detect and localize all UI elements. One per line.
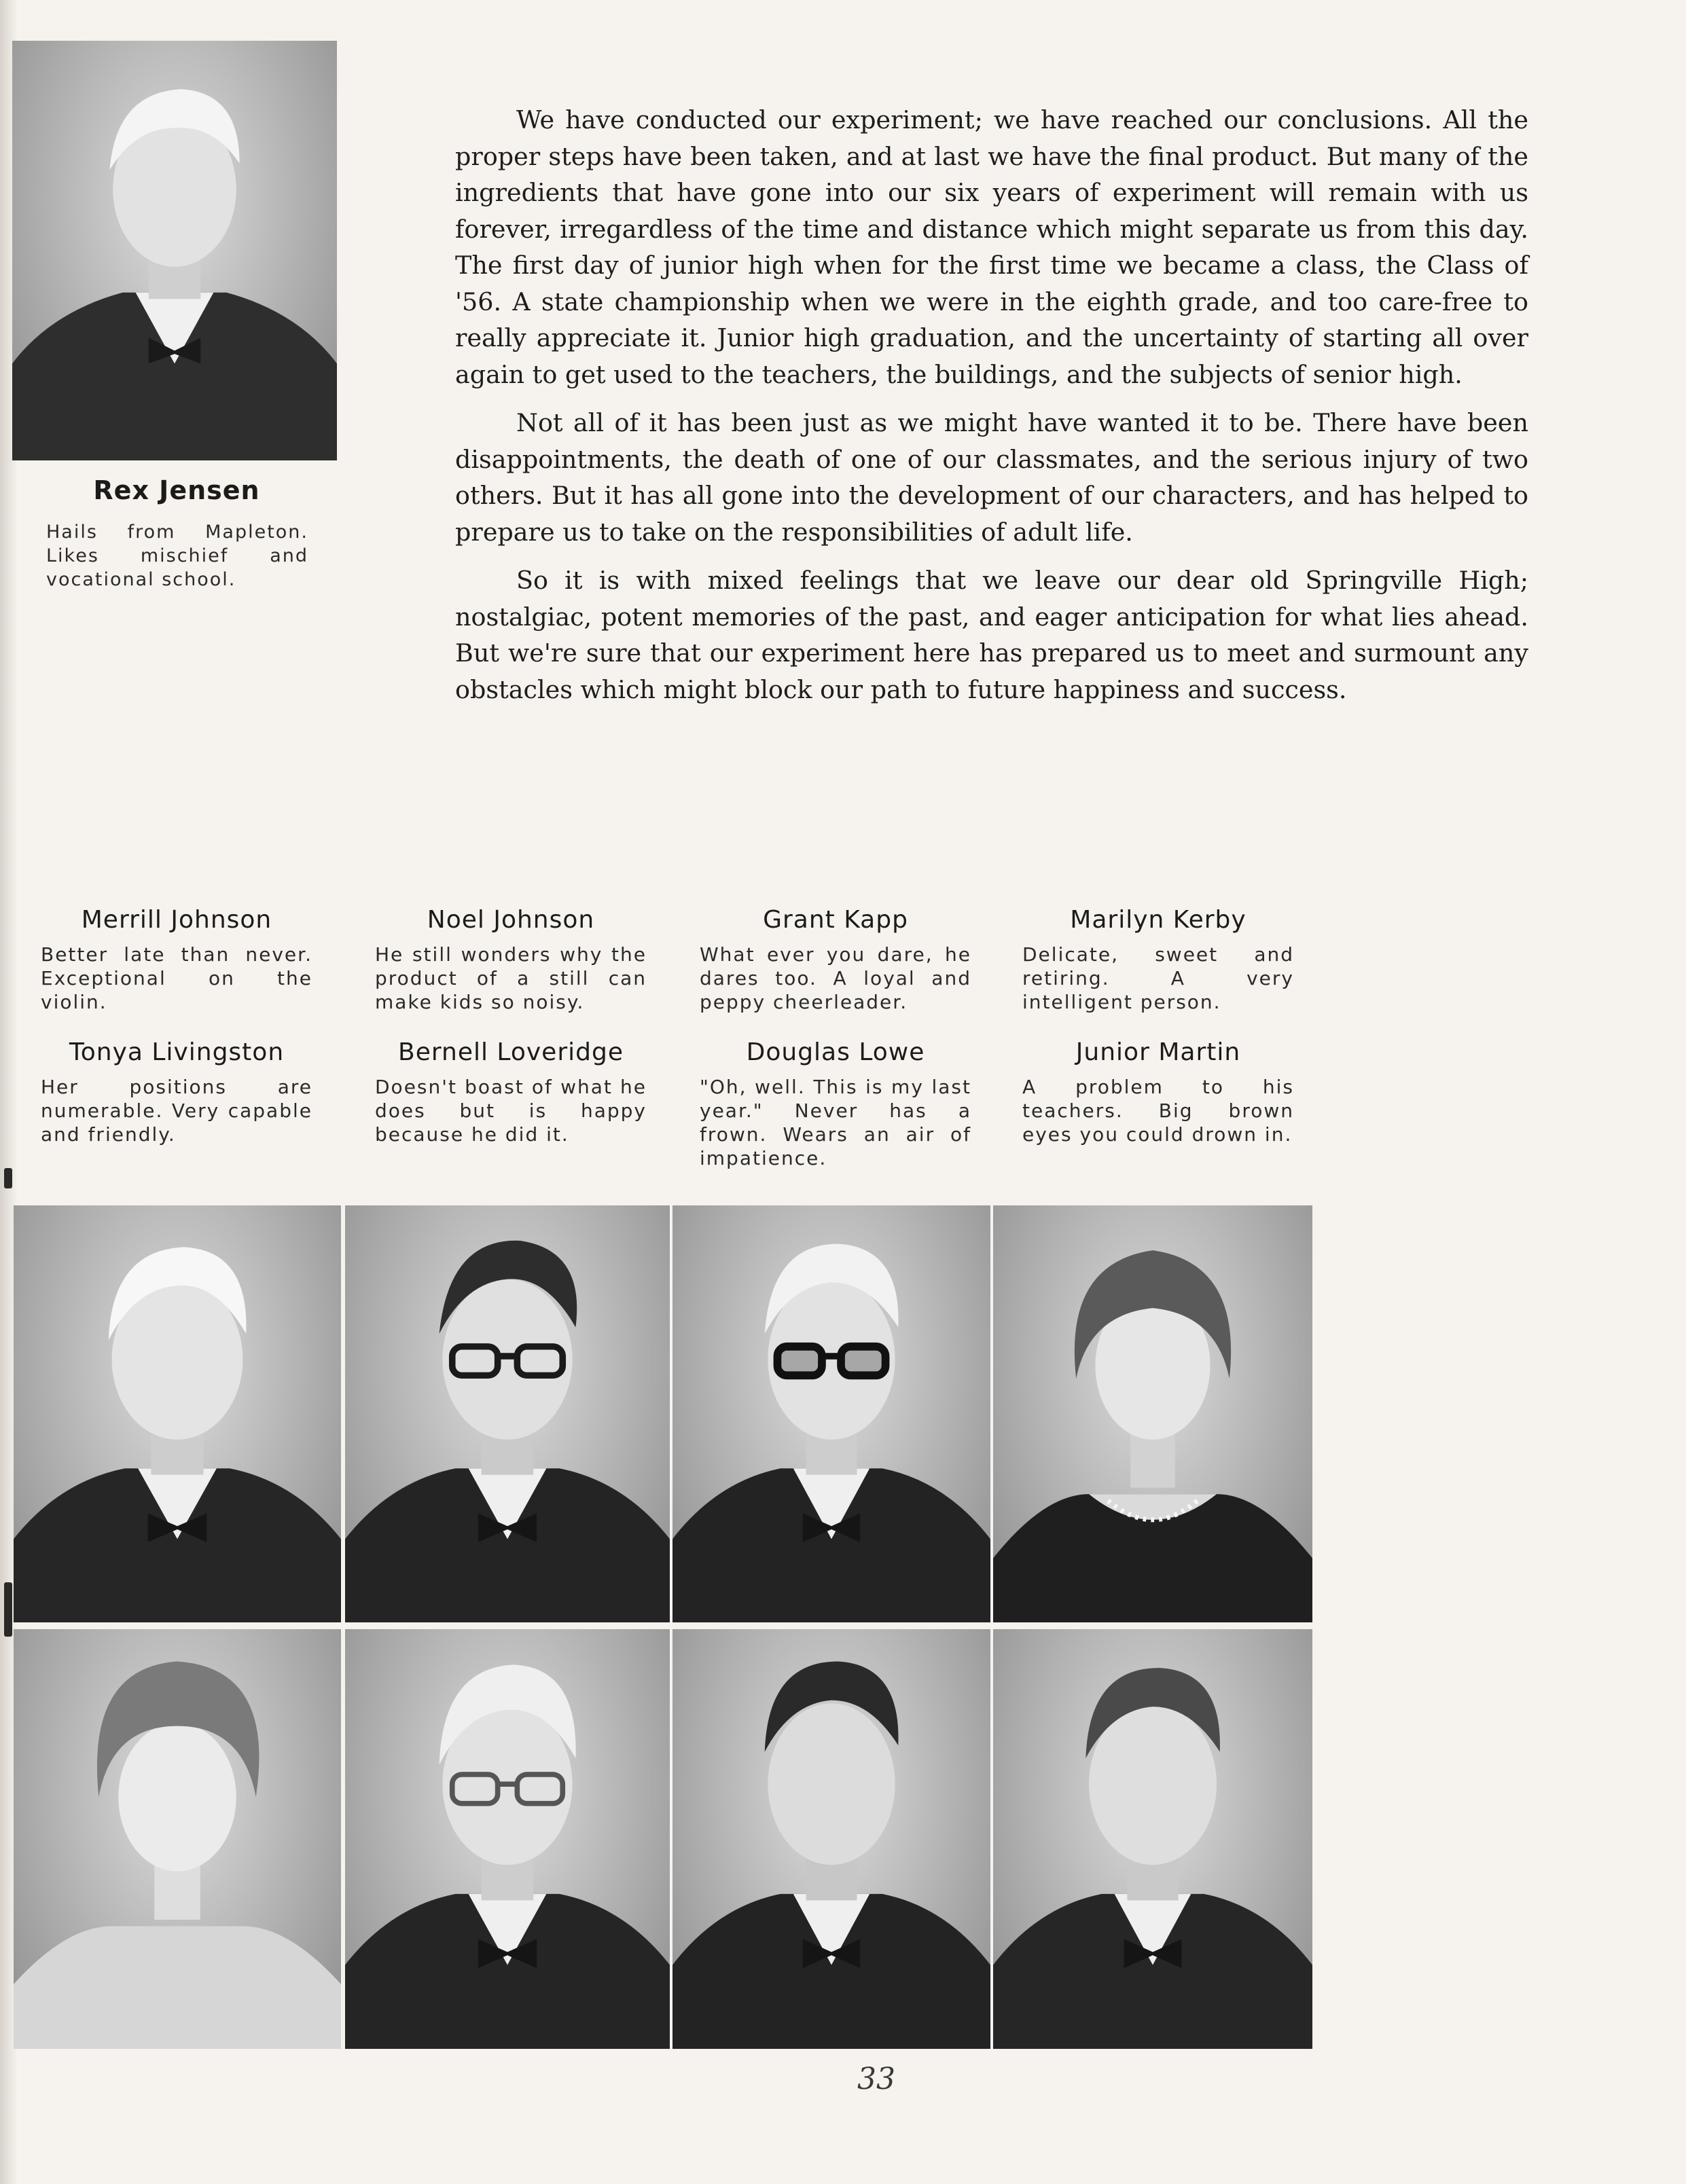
student-caption bbox=[41, 903, 312, 1014]
student-description: What ever you dare, he dares too. A loyal and peppy cheerleader. bbox=[700, 943, 971, 1013]
portrait-tonya-livingston bbox=[14, 1629, 341, 2049]
student-caption bbox=[375, 1036, 647, 1146]
portrait-silhouette bbox=[12, 41, 337, 460]
student-name: Marilyn Kerby bbox=[1070, 906, 1246, 934]
student-name: Bernell Loveridge bbox=[398, 1038, 624, 1066]
page-number: 33 bbox=[857, 2062, 895, 2096]
essay-paragraph: We have conducted our experiment; we have reached our conclusions. All the proper steps have been taken, and at last we have the final product. But many of the ingredients that have gone into our six years of experiment will remain with us forever, irregardless of the time and distance which might separate us from this day. The first day of junior high when for the first time we became a class, the Class of '56. A state championship when we were in the eighth grade, and too care-free to really appreciate it. Junior high graduation, and the uncertainty of starting all over again to get used to the teachers, the buildings, and the subjects of senior high. bbox=[455, 105, 1528, 389]
student-caption bbox=[1022, 903, 1294, 1014]
portrait-noel-johnson bbox=[345, 1205, 670, 1622]
portrait-grant-kapp bbox=[672, 1205, 990, 1622]
student-caption bbox=[700, 903, 971, 1014]
essay-paragraph: So it is with mixed feelings that we leave our dear old Springville High; nostalgiac, potent memories of the past, and eager anticipation for what lies ahead. But we're sure that our experiment here has prepared us to meet and surmount any obstacles which might block our path to future happiness and success. bbox=[455, 566, 1528, 704]
student-caption bbox=[41, 1036, 312, 1146]
portrait-bernell-loveridge bbox=[345, 1629, 670, 2049]
student-description: He still wonders why the product of a still can make kids so noisy. bbox=[375, 943, 647, 1013]
student-description: Doesn't boast of what he does but is happy because he did it. bbox=[375, 1076, 647, 1146]
binding-mark bbox=[4, 1582, 12, 1637]
portrait-silhouette bbox=[993, 1629, 1312, 2049]
student-caption bbox=[700, 1036, 971, 1170]
binding-mark bbox=[4, 1168, 12, 1188]
portrait-merrill-johnson bbox=[14, 1205, 341, 1622]
portrait-silhouette bbox=[345, 1205, 670, 1622]
essay-paragraph: Not all of it has been just as we might have wanted it to be. There have been disappointments, the death of one of our classmates, and the serious injury of two others. But it has all gone into the development of our characters, and has helped to prepare us to take on the responsibilities of adult life. bbox=[455, 408, 1528, 547]
portrait-silhouette bbox=[993, 1205, 1312, 1622]
portrait-douglas-lowe bbox=[672, 1629, 990, 2049]
class-essay bbox=[455, 102, 1528, 720]
student-caption bbox=[1022, 1036, 1294, 1146]
portrait-junior-martin bbox=[993, 1629, 1312, 2049]
featured-student-name: Rex Jensen bbox=[93, 475, 260, 505]
student-description: Her positions are numerable. Very capable and friendly. bbox=[41, 1076, 312, 1146]
portrait-silhouette bbox=[672, 1629, 990, 2049]
featured-student-description: Hails from Mapleton. Likes mischief and vocational school. bbox=[46, 522, 308, 590]
student-description: Delicate, sweet and retiring. A very intelligent person. bbox=[1022, 943, 1294, 1013]
portrait-silhouette bbox=[345, 1629, 670, 2049]
portrait-silhouette bbox=[14, 1205, 341, 1622]
student-description: Better late than never. Exceptional on the violin. bbox=[41, 943, 312, 1013]
portrait-rex-jensen bbox=[12, 41, 337, 460]
student-name: Douglas Lowe bbox=[746, 1038, 925, 1066]
portrait-marilyn-kerby bbox=[993, 1205, 1312, 1622]
student-name: Tonya Livingston bbox=[69, 1038, 285, 1066]
student-description: "Oh, well. This is my last year." Never has a frown. Wears an air of impatience. bbox=[700, 1076, 971, 1169]
portrait-silhouette bbox=[672, 1205, 990, 1622]
student-name: Noel Johnson bbox=[427, 906, 595, 934]
student-description: A problem to his teachers. Big brown eyes you could drown in. bbox=[1022, 1076, 1294, 1146]
student-name: Junior Martin bbox=[1075, 1038, 1241, 1066]
student-caption bbox=[375, 903, 647, 1014]
portrait-silhouette bbox=[14, 1629, 341, 2049]
student-name: Grant Kapp bbox=[763, 906, 908, 934]
student-name: Merrill Johnson bbox=[81, 906, 272, 934]
